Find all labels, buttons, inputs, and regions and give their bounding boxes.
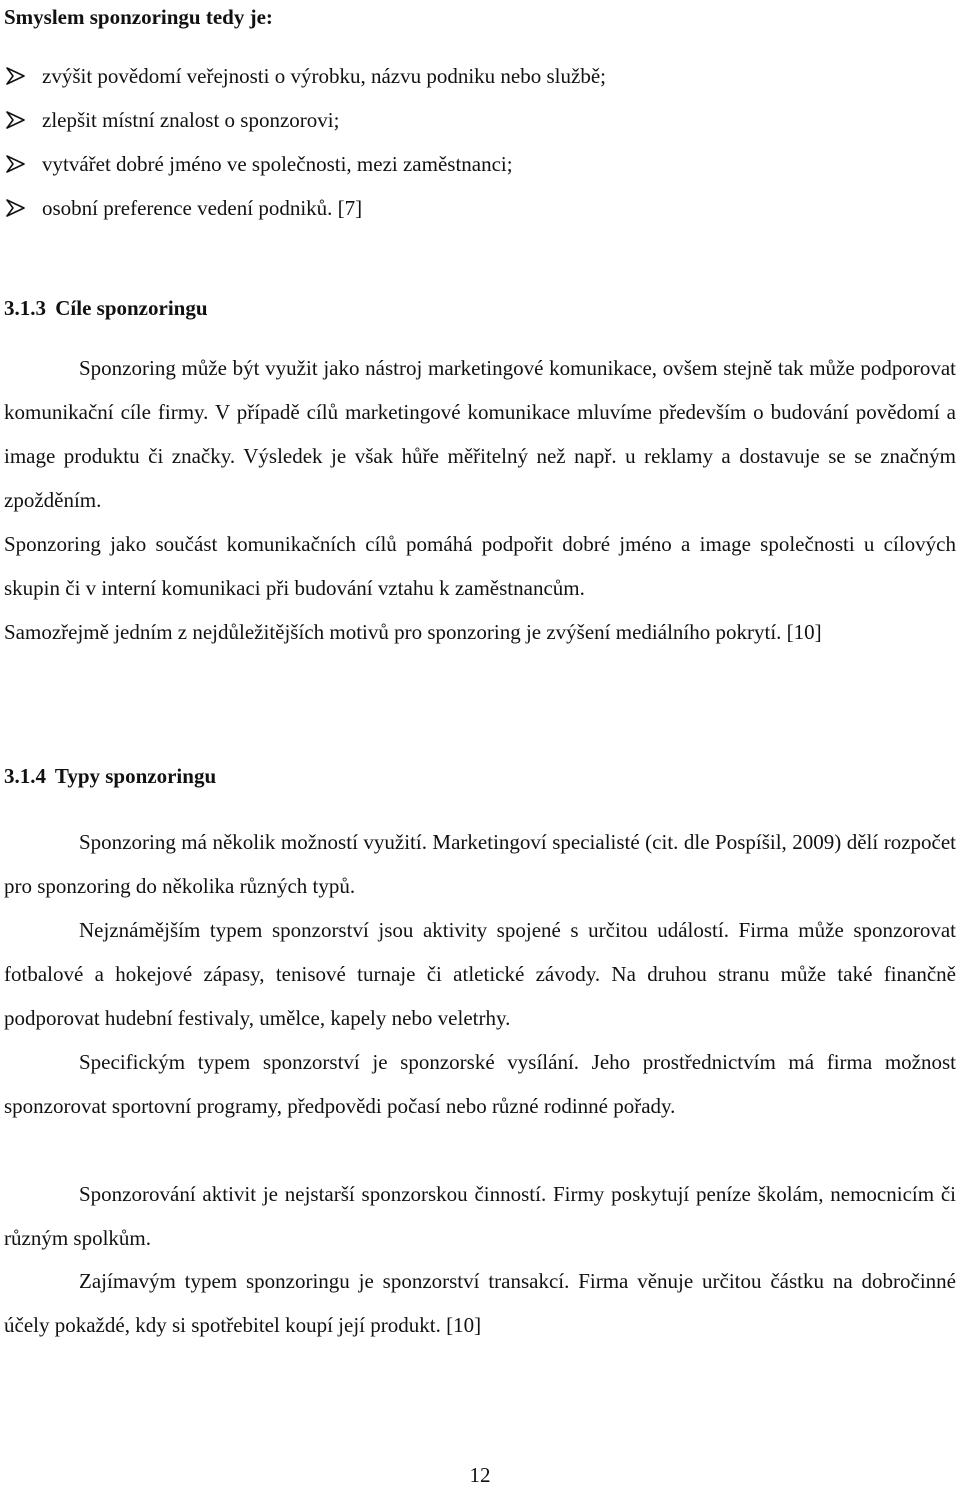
section-heading-3-1-3 [4,293,208,323]
paragraph: Zajímavým typem sponzoringu je sponzorství transakcí. Firma věnuje určitou částku na dobročinné účely pokaždé, kdy si spotřebitel koupí její produkt. [10] [4,1269,956,1337]
intro-heading: Smyslem sponzoringu tedy je: [4,5,273,29]
paragraph: Sponzoring jako součást komunikačních cílů pomáhá podpořit dobré jméno a image společnosti u cílových skupin či v interní komunikaci při budování vztahu k zaměstnancům. [4,532,956,600]
list-item [4,142,606,186]
list-item [4,98,606,142]
section-number: 3.1.4 [4,764,46,788]
paragraph: Specifickým typem sponzorství je sponzorské vysílání. Jeho prostřednictvím má firma možnost sponzorovat sportovní programy, předpovědi počasí nebo různé rodinné pořady. [4,1050,956,1118]
section-title: Cíle sponzoringu [55,296,208,320]
paragraph: Sponzoring může být využit jako nástroj marketingové komunikace, ovšem stejně tak může podporovat komunikační cíle firmy. V případě cílů marketingové komunikace mluvíme především o budování povědomí a image produktu či značky. Výsledek je však hůře měřitelný než např. u reklamy a dostavuje se se značným zpožděním. [4,356,956,512]
list-item [4,54,606,98]
list-item [4,186,606,230]
paragraph: Sponzoring má několik možností využití. Marketingoví specialisté (cit. dle Pospíšil, 2009) dělí rozpočet pro sponzoring do několika různých typů. [4,830,956,898]
bullet-text: vytvářet dobré jméno ve společnosti, mezi zaměstnanci; [42,151,513,176]
paragraph: Nejznámějším typem sponzorství jsou aktivity spojené s určitou událostí. Firma může sponzorovat fotbalové a hokejové zápasy, tenisové turnaje či atletické závody. Na druhou stranu může také finančně podporovat hudební festivaly, umělce, kapely nebo veletrhy. [4,918,956,1030]
arrow-bullet-icon [4,152,28,176]
bullet-text: zlepšit místní znalost o sponzorovi; [42,107,340,132]
paragraph: Sponzorování aktivit je nejstarší sponzorskou činností. Firmy poskytují peníze školám, nemocnicím či různým spolkům. [4,1182,956,1250]
bullet-list [4,54,606,230]
arrow-bullet-icon [4,64,28,88]
section-number: 3.1.3 [4,296,46,320]
section-heading-3-1-4 [4,761,216,791]
arrow-bullet-icon [4,196,28,220]
arrow-bullet-icon [4,108,28,132]
bullet-text: osobní preference vedení podniků. [7] [42,195,363,220]
section-title: Typy sponzoringu [54,764,217,788]
page-number: 12 [469,1463,491,1487]
paragraph: Samozřejmě jedním z nejdůležitějších motivů pro sponzoring je zvýšení mediálního pokrytí. [10] [4,620,822,644]
bullet-text: zvýšit povědomí veřejnosti o výrobku, názvu podniku nebo službě; [42,63,606,88]
